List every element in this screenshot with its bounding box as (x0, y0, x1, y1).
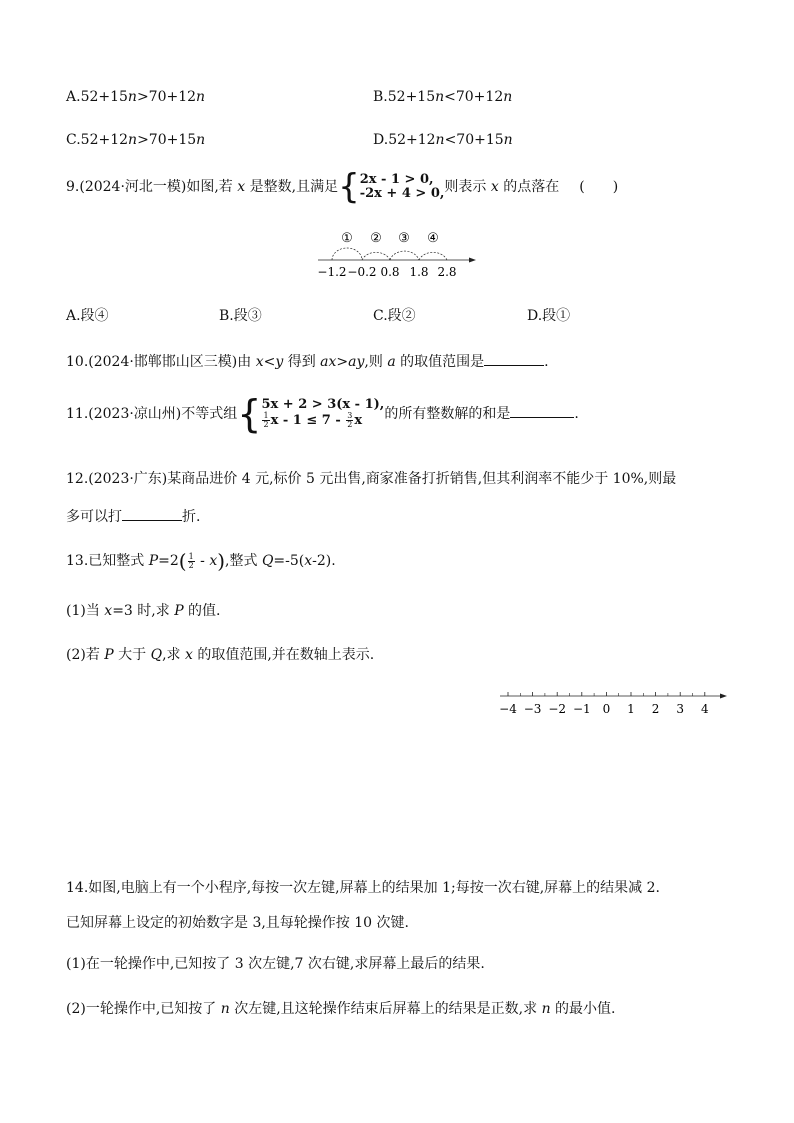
q13-text: =2 (158, 553, 179, 569)
var-Q: Q (261, 553, 274, 569)
inequality-1: 2x - 1 > 0, (359, 172, 434, 187)
inequality-system (338, 167, 445, 207)
q9-question (66, 167, 619, 207)
q8-option-c (66, 131, 205, 149)
option-label: D. (373, 132, 389, 148)
denominator: 2 (263, 420, 269, 429)
q11-prefix: 11.(2023·凉山州)不等式组 (66, 406, 238, 422)
inequality-system (237, 392, 385, 436)
var-P: P (174, 603, 184, 619)
fraction-half (188, 553, 195, 570)
expr-part: >70+15 (137, 132, 197, 148)
tick-labels (499, 702, 709, 716)
inequality-1: 5x + 2 > 3(x - 1), (261, 397, 385, 412)
q12-text: 折. (182, 509, 201, 525)
option-label: C. (66, 132, 81, 148)
tick-label: 0.8 (380, 265, 400, 279)
var-P: P (148, 553, 159, 569)
tick-label: −4 (499, 702, 517, 716)
var-Q: Q (150, 647, 163, 663)
arrow-icon (720, 694, 727, 699)
option-label: B. (373, 89, 388, 105)
var-n: n (128, 132, 138, 148)
expr-part: 52+15 (387, 89, 436, 105)
numerator: 1 (263, 411, 269, 420)
inequality-2: -2x + 4 > 0, (359, 186, 445, 201)
q10-result: ax>ay (320, 354, 365, 370)
inequality-2 (261, 412, 384, 430)
numerator: 1 (188, 551, 194, 561)
brace-icon: { (237, 392, 262, 436)
text: 的取值范围,并在数轴上表示. (192, 647, 375, 663)
text: 的最小值. (550, 1001, 616, 1017)
q10-middle: ,则 (364, 354, 388, 370)
q13-text: 13.已知整式 (66, 553, 149, 569)
answer-blank[interactable] (510, 403, 574, 418)
arc (390, 251, 419, 260)
q10-prefix: 10.(2024·邯郸邯山区三模)由 (66, 354, 256, 370)
tick-label: 1.8 (409, 265, 429, 279)
fraction-three-halves (346, 412, 353, 429)
segment-label-1: ① (341, 231, 353, 246)
q13-text: -2). (312, 553, 336, 569)
var-n: n (435, 132, 445, 148)
var-x: x (185, 647, 193, 663)
var-a: a (387, 354, 396, 370)
denominator: 2 (347, 420, 353, 429)
answer-blank[interactable] (484, 351, 544, 366)
var-x: x (104, 603, 113, 619)
expr-part: 52+12 (80, 132, 129, 148)
tick-label: −2 (548, 702, 567, 716)
q9-option-d: D.段① (527, 308, 571, 324)
brace-icon: { (338, 167, 360, 207)
q11-suffix: 的所有整数解的和是 (384, 406, 511, 422)
var-n: n (196, 132, 206, 148)
fraction-half (262, 412, 269, 429)
q10-suffix: 的取值范围是 (395, 354, 485, 370)
tick-label: 2 (651, 702, 660, 716)
tick-marks (508, 692, 705, 696)
text: 大于 (113, 647, 151, 663)
expr-part: <70+12 (444, 89, 504, 105)
tick-label: −3 (523, 702, 542, 716)
segment-arcs (332, 248, 447, 260)
ineq-part: x - 1 ≤ 7 - (270, 413, 346, 428)
var-n: n (503, 89, 513, 105)
var-n: n (127, 89, 137, 105)
q13-question (66, 550, 336, 572)
text: 的值. (183, 603, 221, 619)
q12-line-1: 12.(2023·广东)某商品进价 4 元,标价 5 元出售,商家准备打折销售,但其利润率不能少于 10%,则最 (66, 471, 677, 487)
tick-label: −1.2 (317, 265, 347, 279)
segment-label-4: ④ (427, 231, 439, 246)
q9-option-c: C.段② (373, 308, 416, 324)
var-n: n (220, 1001, 230, 1017)
text: (2)一轮操作中,已知按了 (66, 1001, 221, 1017)
var-x: x (304, 553, 313, 569)
q9-prefix: 9.(2024·河北一模)如图,若 (66, 179, 238, 195)
q13-text: =-5( (273, 553, 305, 569)
ineq-part: x (354, 413, 363, 428)
var-P: P (104, 647, 114, 663)
q11-question (66, 394, 579, 434)
var-x: x (237, 179, 246, 195)
numerator: 3 (347, 411, 353, 420)
q10-question (66, 351, 549, 371)
q13-sub-2 (66, 646, 374, 664)
expr-part: >70+12 (136, 89, 197, 105)
left-paren: ( (178, 549, 187, 573)
denominator: 2 (188, 560, 194, 570)
tick-label: 0 (602, 702, 611, 716)
q8-option-b (373, 88, 512, 106)
text: =3 时,求 (112, 603, 175, 619)
q13-sub-1 (66, 602, 221, 620)
var-n: n (541, 1001, 551, 1017)
q10-middle: 得到 (283, 354, 321, 370)
text: (2)若 (66, 647, 105, 663)
var-n: n (503, 132, 513, 148)
q13-number-line (496, 686, 732, 720)
expr-part: 52+15 (80, 89, 128, 105)
segment-label-2: ② (370, 231, 382, 246)
period: . (574, 406, 579, 422)
tick-label: 2.8 (437, 265, 457, 279)
q8-option-a (66, 88, 205, 106)
var-x: x (490, 179, 499, 195)
q10-condition: x<y (255, 354, 284, 370)
q9-middle: 是整数,且满足 (245, 179, 339, 195)
q9-option-b: B.段③ (219, 308, 262, 324)
q9-suffix: 则表示 (444, 179, 491, 195)
var-n: n (435, 89, 445, 105)
segment-label-3: ③ (398, 231, 410, 246)
right-paren: ) (217, 549, 226, 573)
expr-part: <70+15 (444, 132, 504, 148)
q13-text: ,整式 (225, 553, 262, 569)
q8-option-d (373, 131, 513, 149)
arc (419, 252, 447, 260)
option-label: A. (66, 89, 81, 105)
text: (1)当 (66, 603, 105, 619)
tick-label: 3 (676, 702, 685, 716)
q9-suffix: 的点落在 (498, 179, 560, 195)
period: . (544, 354, 549, 370)
tick-label: 4 (700, 702, 709, 716)
q14-line-1: 14.如图,电脑上有一个小程序,每按一次左键,屏幕上的结果加 1;每按一次右键,屏幕上的结果减 2. (66, 880, 660, 896)
tick-label: −1 (572, 702, 591, 716)
var-n: n (196, 89, 206, 105)
arc (362, 252, 390, 260)
text: ,求 (162, 647, 185, 663)
q14-line-2: 已知屏幕上设定的初始数字是 3,且每轮操作按 10 次键. (66, 915, 409, 931)
arc (332, 248, 362, 260)
answer-blank[interactable] (122, 506, 182, 521)
q9-number-line (316, 226, 480, 284)
tick-label: 1 (627, 702, 635, 716)
q9-option-a: A.段④ (66, 308, 109, 324)
answer-paren: ( ) (579, 179, 619, 195)
q14-sub-1: (1)在一轮操作中,已知按了 3 次左键,7 次右键,求屏幕上最后的结果. (66, 956, 485, 972)
q12-line-2 (66, 506, 200, 526)
minus-x: - x (195, 553, 218, 569)
tick-label: −0.2 (347, 265, 377, 279)
arrow-icon (469, 258, 476, 263)
q12-text: 多可以打 (66, 509, 122, 525)
text: 次左键,且这轮操作结束后屏幕上的结果是正数,求 (229, 1001, 542, 1017)
q14-sub-2 (66, 1000, 616, 1018)
expr-part: 52+12 (388, 132, 436, 148)
